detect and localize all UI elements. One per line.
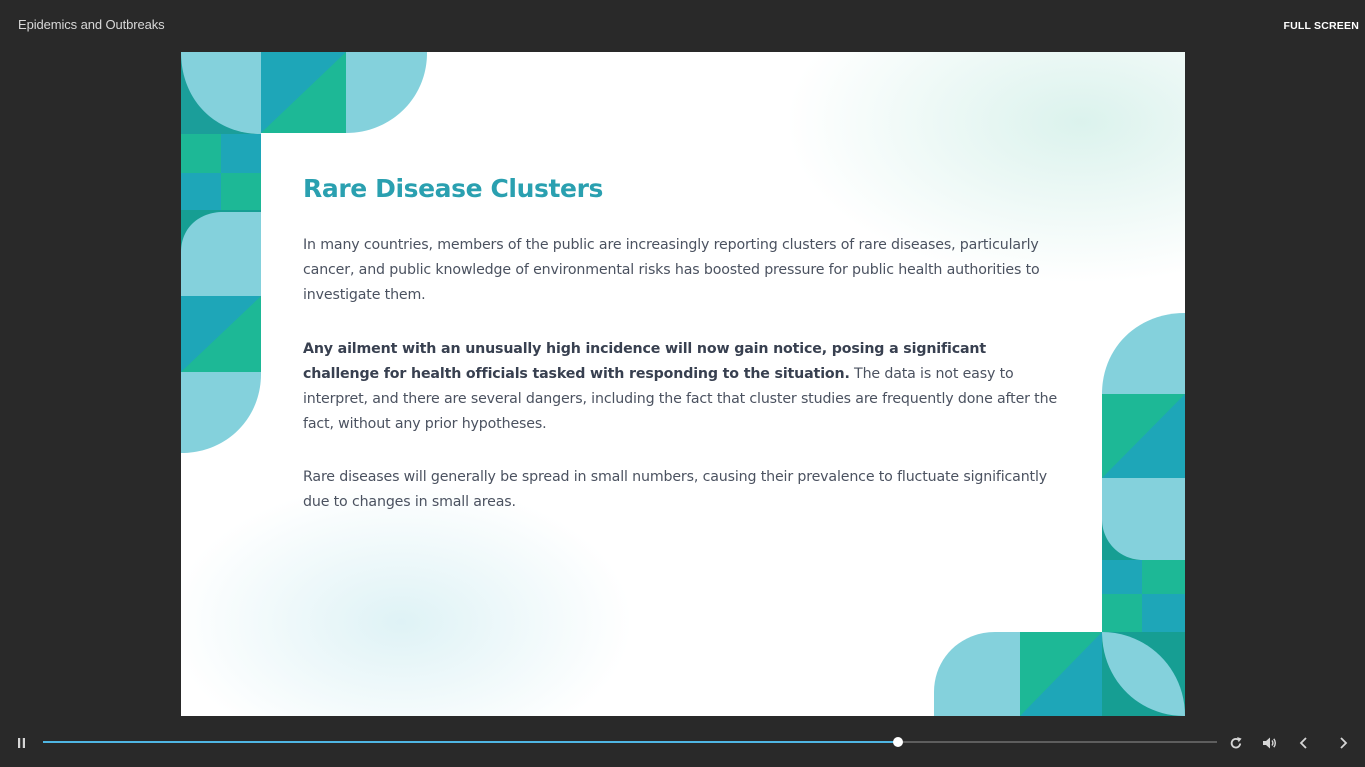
previous-slide-button[interactable] [1295, 734, 1313, 752]
pause-button[interactable] [13, 734, 31, 752]
chevron-right-icon [1334, 734, 1352, 752]
replay-icon [1227, 734, 1245, 752]
slide-title: Rare Disease Clusters [303, 174, 603, 203]
slide-paragraph-1: In many countries, members of the public are increasingly reporting clusters of rare diseases, particularly cancer, and public knowledge of environmental risks has boosted pressure for public health authorities to investigate them. [303, 237, 1040, 303]
slide-paragraph-2-bold: Any ailment with an unusually high incidence will now gain notice, posing a significant challenge for health officials tasked with responding to the situation. [303, 341, 986, 382]
course-title: Epidemics and Outbreaks [18, 17, 165, 32]
volume-icon [1260, 734, 1278, 752]
replay-button[interactable] [1227, 734, 1245, 752]
slide-paragraph-2-rest: The data is not easy to interpret, and there are several dangers, including the fact that cluster studies are frequently done after the fact, without any prior hypotheses. [303, 366, 1058, 432]
slide-paragraph-2 [303, 337, 1063, 437]
progress-fill [43, 741, 898, 743]
slide-canvas [181, 52, 1185, 716]
pause-icon [13, 734, 31, 752]
volume-button[interactable] [1260, 734, 1278, 752]
progress-bar[interactable] [43, 741, 1217, 743]
progress-thumb[interactable] [893, 737, 903, 747]
chevron-left-icon [1295, 734, 1313, 752]
player-controls [0, 728, 1365, 758]
slide-paragraph-3: Rare diseases will generally be spread in small numbers, causing their prevalence to fluctuate significantly due to changes in small areas. [303, 469, 1047, 510]
fullscreen-button[interactable]: FULL SCREEN [1283, 20, 1359, 32]
next-slide-button[interactable] [1334, 734, 1352, 752]
